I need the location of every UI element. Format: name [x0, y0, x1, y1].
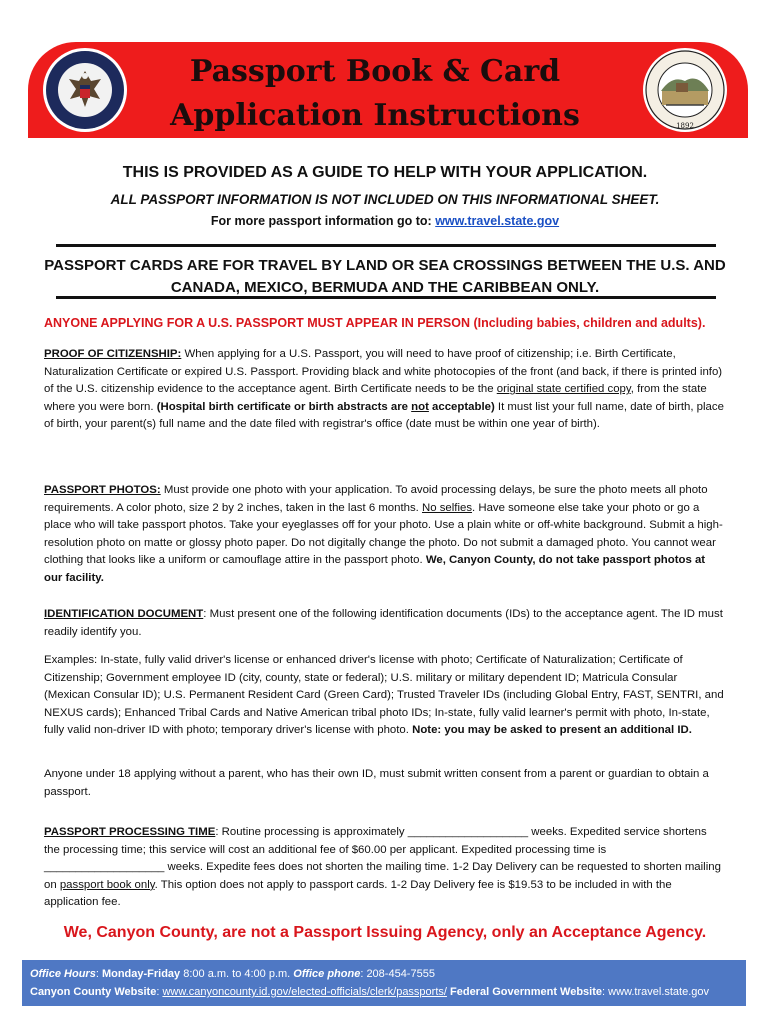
cards-notice-line-2: CANADA, MEXICO, BERMUDA AND THE CARIBBEAN ONLY.	[170, 279, 600, 296]
office-hours-sep: :	[95, 968, 102, 980]
photos-no-photos-note: We, Canyon County, do not take passport photos at our facility.	[44, 554, 706, 584]
title-line-2: Application Instructions	[170, 98, 580, 133]
identification-section	[44, 606, 724, 641]
identification-heading: IDENTIFICATION DOCUMENT	[44, 608, 204, 620]
processing-section	[44, 824, 724, 912]
office-hours-days: Monday-Friday	[101, 968, 181, 980]
federal-website-label: Federal Government Website	[446, 986, 603, 998]
photos-text-2: . Have someone else take your photo or go a place who will take passport photos. Take your eyeglasses off for your photo. Use a plain white or off-white background. Submit a high-resolution photo on matte or glossy photo paper. Do not digitally change the photo. Do not submit a damaged photo. You cannot wear clothing that looks like a uniform or camouflage attire in the passport photo.	[44, 501, 723, 567]
processing-book-only: passport book only	[59, 878, 155, 891]
processing-heading: PASSPORT PROCESSING TIME	[44, 826, 216, 838]
footer-bar	[22, 960, 746, 1006]
photos-section	[44, 482, 724, 588]
more-info-line	[20, 214, 750, 228]
divider-bottom	[56, 296, 716, 299]
identification-text: : Must present one of the following identification documents (IDs) to the acceptance agent. The ID must readily identify you.	[44, 608, 723, 638]
citizenship-text-1: When applying for a U.S. Passport, you will need to have proof of citizenship; i.e. Birth Certificate, Naturalization Certificate or expired U.S. Passport. Providing black and white photocopies of the front (and back, if there is printed info) of the U.S. citizenship evidence to the acceptance agent. Birth Certificate needs to be the	[44, 348, 723, 396]
processing-text-2: . This option does not apply to passport cards. 1-2 Day Delivery fee is $19.53 to be included in with the application fee.	[44, 878, 672, 909]
citizenship-text-2: , from the state where you were born.	[44, 383, 707, 413]
office-phone-label: Office phone	[293, 968, 361, 980]
photos-text-1: Must provide one photo with your application. To avoid processing delays, be sure the photo meets all photo requirements. A color photo, size 2 by 2 inches, taken in the last 6 months.	[44, 484, 708, 514]
office-hours-time: 8:00 a.m. to 4:00 p.m.	[180, 968, 294, 980]
in-person-notice: ANYONE APPLYING FOR A U.S. PASSPORT MUST APPEAR IN PERSON (Including babies, children and adults).	[44, 316, 706, 330]
footer-website-line	[30, 984, 709, 1001]
page-title	[120, 50, 630, 138]
minor-consent-text: Anyone under 18 applying without a parent, who has their own ID, must submit written consent from a parent or guardian to obtain a passport.	[44, 768, 709, 798]
identification-examples-text: Examples: In-state, fully valid driver's license or enhanced driver's license with photo; Certificate of Naturalization; Certificate of Citizenship; Government employee ID (city, county, state or federal); U.S. military or military dependent ID; Matricula Consular (Mexican Consular ID); U.S. Permanent Resident Card (Green Card); Trusted Traveler IDs (including Global Entry, FAST, SENTRI, and NEXUS cards); Enhanced Tribal Cards and Native American tribal photo IDs; In-state, fully valid learner's permit with photo, In-state, fully valid non-driver ID with photo; temporary driver's license with photo.	[44, 654, 724, 737]
citizenship-text-3: It must list your full name, date of birth, place of birth, your parent(s) full name and the date filed with registrar's office (date must be within one year of birth).	[44, 400, 724, 431]
citizenship-bold-not: not	[411, 400, 429, 413]
citizenship-bold-2: acceptable)	[428, 400, 495, 413]
footer-hours-line	[30, 966, 435, 983]
county-website-label: Canyon County Website	[30, 986, 157, 998]
department-of-state-seal-icon	[42, 47, 128, 133]
citizenship-heading: PROOF OF CITIZENSHIP:	[44, 348, 182, 360]
office-phone-value: : 208-454-7555	[360, 968, 435, 980]
photos-heading: PASSPORT PHOTOS:	[44, 484, 161, 496]
guide-heading: THIS IS PROVIDED AS A GUIDE TO HELP WITH YOUR APPLICATION.	[122, 164, 648, 181]
citizenship-certified-copy: original state certified copy	[496, 383, 631, 396]
divider-top	[56, 244, 716, 247]
county-website-sep: :	[156, 986, 163, 998]
citizenship-section	[44, 346, 724, 434]
office-hours-label: Office Hours	[30, 968, 96, 980]
identification-note: Note: you may be asked to present an additional ID.	[412, 724, 692, 737]
travel-state-link[interactable]: www.travel.state.gov	[435, 214, 560, 228]
citizenship-bold-1: (Hospital birth certificate or birth abstracts are	[156, 400, 412, 413]
acceptance-agency-notice: We, Canyon County, are not a Passport Issuing Agency, only an Acceptance Agency.	[63, 924, 707, 941]
photos-no-selfies: No selfies	[422, 501, 473, 514]
more-info-label: For more passport information go to:	[210, 214, 436, 228]
title-line-1: Passport Book & Card	[189, 54, 561, 89]
cards-notice-line-1: PASSPORT CARDS ARE FOR TRAVEL BY LAND OR SEA CROSSINGS BETWEEN THE U.S. AND	[44, 257, 726, 274]
identification-examples	[44, 652, 724, 740]
processing-text-1: : Routine processing is approximately ___________________ weeks. Expedited service shortens the processing time; this service will cost an additional fee of $60.00 per applicant. Expedited processing time is ___________________ weeks. Expedite fees does not shorten the mailing time. 1-2 Day Delivery can be requested to shorten mailing on	[44, 826, 721, 891]
federal-website-value: : www.travel.state.gov	[602, 986, 710, 998]
county-website-link[interactable]: www.canyoncounty.id.gov/elected-officials/clerk/passports/	[162, 986, 447, 998]
passport-cards-notice	[20, 255, 750, 299]
seal-year: 1892	[676, 122, 694, 130]
canyon-county-seal-icon	[642, 47, 728, 133]
not-included-heading: ALL PASSPORT INFORMATION IS NOT INCLUDED ON THIS INFORMATIONAL SHEET.	[110, 192, 660, 207]
